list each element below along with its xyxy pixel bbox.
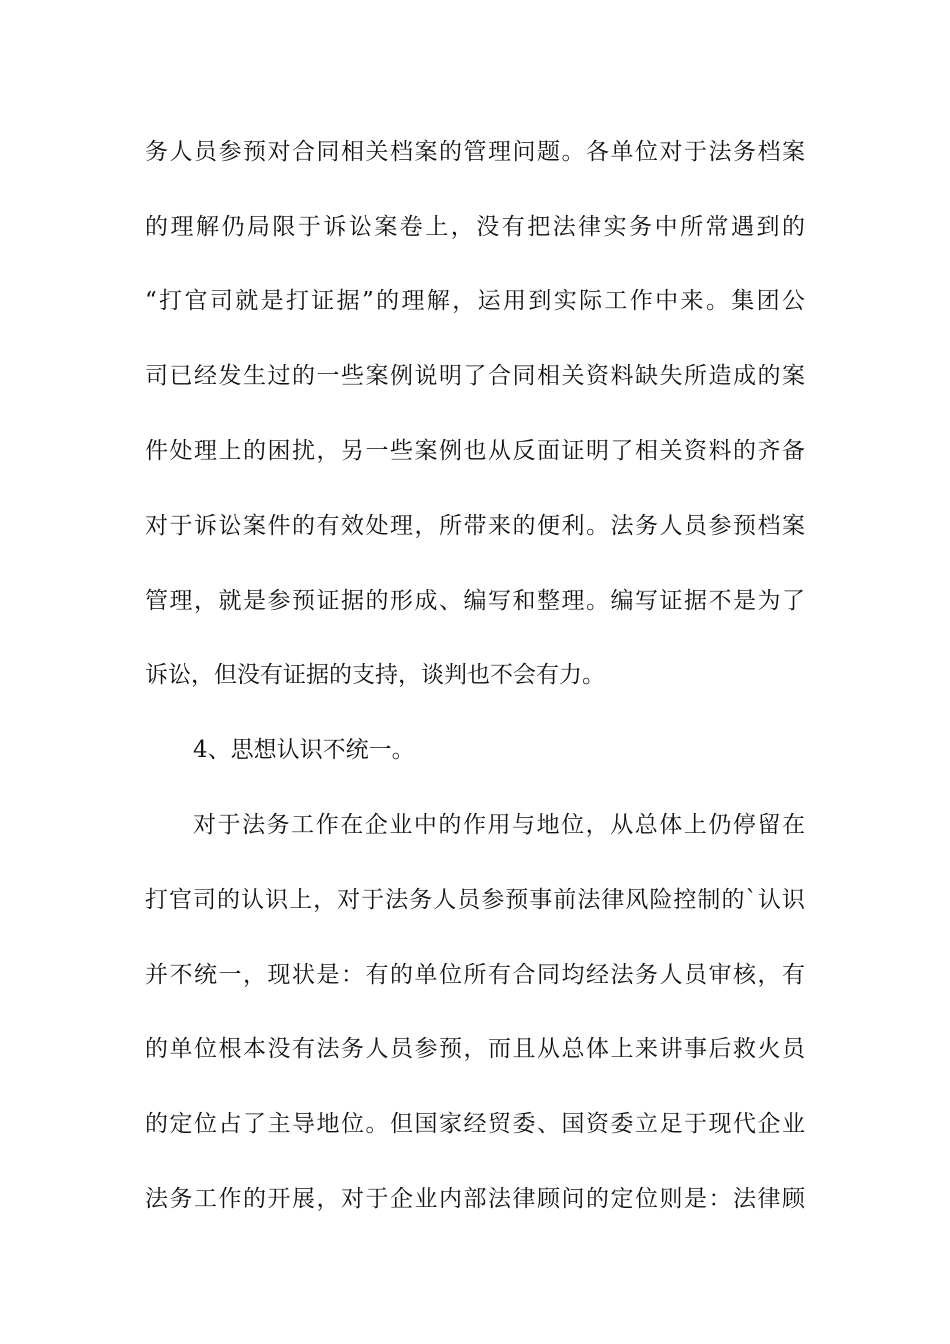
- paragraph-line: 的定位占了主导地位。但国家经贸委、国资委立足于现代企业: [145, 1111, 805, 1137]
- paragraph-line: 对于诉讼案件的有效处理，所带来的便利。法务人员参预档案: [145, 513, 805, 539]
- paragraph-line: 司已经发生过的一些案例说明了合同相关资料缺失所造成的案: [145, 363, 805, 389]
- paragraph-line: 件处理上的困扰，另一些案例也从反面证明了相关资料的齐备: [145, 438, 805, 464]
- paragraph-line: 的单位根本没有法务人员参预，而且从总体上来讲事后救火员: [145, 1036, 805, 1062]
- paragraph-line: 法务工作的开展，对于企业内部法律顾问的定位则是：法律顾: [145, 1186, 805, 1212]
- paragraph-line: 诉讼，但没有证据的支持，谈判也不会有力。: [145, 662, 605, 688]
- paragraph-line: 管理，就是参预证据的形成、编写和整理。编写证据不是为了: [145, 588, 805, 614]
- paragraph-line: 的理解仍局限于诉讼案卷上，没有把法律实务中所常遇到的: [145, 214, 805, 240]
- paragraph-line: “打官司就是打证据”的理解，运用到实际工作中来。集团公: [145, 288, 805, 314]
- paragraph-line: 并不统一，现状是：有的单位所有合同均经法务人员审核，有: [145, 962, 805, 988]
- paragraph-line: 对于法务工作在企业中的作用与地位，从总体上仍停留在: [193, 812, 805, 838]
- section-heading: 4、思想认识不统一。: [193, 737, 415, 763]
- paragraph-line: 打官司的认识上，对于法务人员参预事前法律风险控制的`认识: [145, 887, 805, 913]
- paragraph-line: 务人员参预对合同相关档案的管理问题。各单位对于法务档案: [145, 139, 805, 165]
